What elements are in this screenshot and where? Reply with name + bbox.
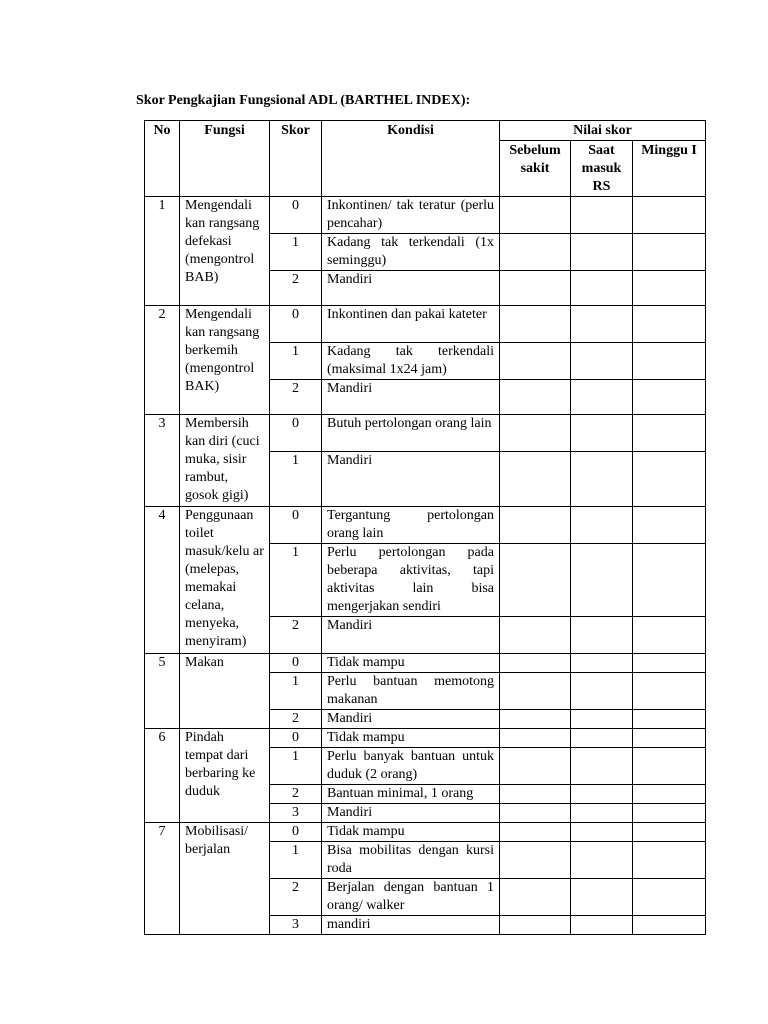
header-skor: Skor xyxy=(270,121,322,197)
skor-cell: 2 xyxy=(270,710,322,729)
sebelum-sakit-score-cell[interactable] xyxy=(500,507,571,544)
sebelum-sakit-score-cell[interactable] xyxy=(500,654,571,673)
kondisi-cell: Mandiri xyxy=(322,710,500,729)
saat-masuk-rs-score-cell[interactable] xyxy=(571,654,633,673)
page-title: Skor Pengkajian Fungsional ADL (BARTHEL INDEX): xyxy=(136,93,471,108)
minggu-i-score-cell[interactable] xyxy=(633,617,706,654)
row-number: 2 xyxy=(145,306,180,415)
sebelum-sakit-score-cell[interactable] xyxy=(500,879,571,916)
minggu-i-score-cell[interactable] xyxy=(633,710,706,729)
sebelum-sakit-score-cell[interactable] xyxy=(500,785,571,804)
skor-cell: 0 xyxy=(270,823,322,842)
kondisi-cell: Mandiri xyxy=(322,452,500,507)
sebelum-sakit-score-cell[interactable] xyxy=(500,380,571,415)
sebelum-sakit-score-cell[interactable] xyxy=(500,673,571,710)
header-nilai-skor: Nilai skor xyxy=(500,121,706,141)
sebelum-sakit-score-cell[interactable] xyxy=(500,617,571,654)
kondisi-cell: Berjalan dengan bantuan 1 orang/ walker xyxy=(322,879,500,916)
header-row xyxy=(145,121,706,141)
kondisi-cell: Bisa mobilitas dengan kursi roda xyxy=(322,842,500,879)
kondisi-cell: Inkontinen/ tak teratur (perlu pencahar) xyxy=(322,197,500,234)
minggu-i-score-cell[interactable] xyxy=(633,785,706,804)
row-number: 4 xyxy=(145,507,180,654)
saat-masuk-rs-score-cell[interactable] xyxy=(571,617,633,654)
row-number: 1 xyxy=(145,197,180,306)
sebelum-sakit-score-cell[interactable] xyxy=(500,729,571,748)
saat-masuk-rs-score-cell[interactable] xyxy=(571,271,633,306)
fungsi-cell: Pindah tempat dari berbaring ke duduk xyxy=(180,729,270,823)
skor-cell: 2 xyxy=(270,380,322,415)
skor-cell: 1 xyxy=(270,673,322,710)
fungsi-cell: Mengendali kan rangsang berkemih (mengontrol BAK) xyxy=(180,306,270,415)
skor-cell: 2 xyxy=(270,879,322,916)
fungsi-cell: Membersih kan diri (cuci muka, sisir rambut, gosok gigi) xyxy=(180,415,270,507)
table-row xyxy=(145,507,706,544)
skor-cell: 0 xyxy=(270,415,322,452)
kondisi-cell: Mandiri xyxy=(322,271,500,306)
row-number: 3 xyxy=(145,415,180,507)
saat-masuk-rs-score-cell[interactable] xyxy=(571,785,633,804)
skor-cell: 2 xyxy=(270,785,322,804)
saat-masuk-rs-score-cell[interactable] xyxy=(571,842,633,879)
minggu-i-score-cell[interactable] xyxy=(633,879,706,916)
saat-masuk-rs-score-cell[interactable] xyxy=(571,804,633,823)
minggu-i-score-cell[interactable] xyxy=(633,842,706,879)
minggu-i-score-cell[interactable] xyxy=(633,234,706,271)
kondisi-cell: Tidak mampu xyxy=(322,823,500,842)
table-row xyxy=(145,729,706,748)
sebelum-sakit-score-cell[interactable] xyxy=(500,842,571,879)
header-kondisi: Kondisi xyxy=(322,121,500,197)
saat-masuk-rs-score-cell[interactable] xyxy=(571,710,633,729)
minggu-i-score-cell[interactable] xyxy=(633,804,706,823)
minggu-i-score-cell[interactable] xyxy=(633,748,706,785)
table-row xyxy=(145,197,706,234)
skor-cell: 1 xyxy=(270,234,322,271)
sebelum-sakit-score-cell[interactable] xyxy=(500,748,571,785)
kondisi-cell: Mandiri xyxy=(322,804,500,823)
skor-cell: 0 xyxy=(270,197,322,234)
saat-masuk-rs-score-cell[interactable] xyxy=(571,823,633,842)
skor-cell: 3 xyxy=(270,804,322,823)
minggu-i-score-cell[interactable] xyxy=(633,380,706,415)
row-number: 5 xyxy=(145,654,180,729)
saat-masuk-rs-score-cell[interactable] xyxy=(571,380,633,415)
sebelum-sakit-score-cell[interactable] xyxy=(500,804,571,823)
saat-masuk-rs-score-cell[interactable] xyxy=(571,234,633,271)
skor-cell: 2 xyxy=(270,271,322,306)
minggu-i-score-cell[interactable] xyxy=(633,343,706,380)
kondisi-cell: Butuh pertolongan orang lain xyxy=(322,415,500,452)
skor-cell: 1 xyxy=(270,748,322,785)
fungsi-cell: Mobilisasi/ berjalan xyxy=(180,823,270,935)
sebelum-sakit-score-cell[interactable] xyxy=(500,234,571,271)
kondisi-cell: Tidak mampu xyxy=(322,654,500,673)
skor-cell: 1 xyxy=(270,452,322,507)
kondisi-cell: Perlu banyak bantuan untuk duduk (2 orang) xyxy=(322,748,500,785)
saat-masuk-rs-score-cell[interactable] xyxy=(571,507,633,544)
kondisi-cell: Bantuan minimal, 1 orang xyxy=(322,785,500,804)
kondisi-cell: Tergantung pertolongan orang lain xyxy=(322,507,500,544)
header-no: No xyxy=(145,121,180,197)
skor-cell: 3 xyxy=(270,916,322,935)
minggu-i-score-cell[interactable] xyxy=(633,729,706,748)
saat-masuk-rs-score-cell[interactable] xyxy=(571,673,633,710)
sebelum-sakit-score-cell[interactable] xyxy=(500,823,571,842)
minggu-i-score-cell[interactable] xyxy=(633,673,706,710)
sebelum-sakit-score-cell[interactable] xyxy=(500,544,571,617)
saat-masuk-rs-score-cell[interactable] xyxy=(571,343,633,380)
kondisi-cell: Kadang tak terkendali (maksimal 1x24 jam) xyxy=(322,343,500,380)
sebelum-sakit-score-cell[interactable] xyxy=(500,916,571,935)
saat-masuk-rs-score-cell[interactable] xyxy=(571,544,633,617)
fungsi-cell: Mengendali kan rangsang defekasi (mengontrol BAB) xyxy=(180,197,270,306)
minggu-i-score-cell[interactable] xyxy=(633,507,706,544)
fungsi-cell: Penggunaan toilet masuk/kelu ar (melepas, memakai celana, menyeka, menyiram) xyxy=(180,507,270,654)
barthel-index-table xyxy=(144,120,706,935)
sebelum-sakit-score-cell[interactable] xyxy=(500,452,571,507)
sebelum-sakit-score-cell[interactable] xyxy=(500,306,571,343)
minggu-i-score-cell[interactable] xyxy=(633,271,706,306)
kondisi-cell: Mandiri xyxy=(322,617,500,654)
skor-cell: 0 xyxy=(270,729,322,748)
sebelum-sakit-score-cell[interactable] xyxy=(500,415,571,452)
skor-cell: 1 xyxy=(270,842,322,879)
row-number: 6 xyxy=(145,729,180,823)
skor-cell: 0 xyxy=(270,654,322,673)
minggu-i-score-cell[interactable] xyxy=(633,544,706,617)
sebelum-sakit-score-cell[interactable] xyxy=(500,710,571,729)
saat-masuk-rs-score-cell[interactable] xyxy=(571,748,633,785)
header-fungsi: Fungsi xyxy=(180,121,270,197)
table-row xyxy=(145,306,706,343)
skor-cell: 0 xyxy=(270,306,322,343)
kondisi-cell: Kadang tak terkendali (1x seminggu) xyxy=(322,234,500,271)
minggu-i-score-cell[interactable] xyxy=(633,823,706,842)
table-row xyxy=(145,823,706,842)
saat-masuk-rs-score-cell[interactable] xyxy=(571,415,633,452)
skor-cell: 1 xyxy=(270,343,322,380)
kondisi-cell: Perlu bantuan memotong makanan xyxy=(322,673,500,710)
skor-cell: 0 xyxy=(270,507,322,544)
header-saat-masuk-rs: Saat masuk RS xyxy=(571,141,633,197)
kondisi-cell: Inkontinen dan pakai kateter xyxy=(322,306,500,343)
saat-masuk-rs-score-cell[interactable] xyxy=(571,916,633,935)
kondisi-cell: mandiri xyxy=(322,916,500,935)
minggu-i-score-cell[interactable] xyxy=(633,415,706,452)
header-minggu-i: Minggu I xyxy=(633,141,706,197)
saat-masuk-rs-score-cell[interactable] xyxy=(571,879,633,916)
saat-masuk-rs-score-cell[interactable] xyxy=(571,197,633,234)
saat-masuk-rs-score-cell[interactable] xyxy=(571,306,633,343)
table-row xyxy=(145,415,706,452)
kondisi-cell: Mandiri xyxy=(322,380,500,415)
skor-cell: 1 xyxy=(270,544,322,617)
minggu-i-score-cell[interactable] xyxy=(633,916,706,935)
table-body xyxy=(145,197,706,935)
minggu-i-score-cell[interactable] xyxy=(633,452,706,507)
skor-cell: 2 xyxy=(270,617,322,654)
minggu-i-score-cell[interactable] xyxy=(633,306,706,343)
kondisi-cell: Perlu pertolongan pada beberapa aktivitas, tapi aktivitas lain bisa mengerjakan sendiri xyxy=(322,544,500,617)
minggu-i-score-cell[interactable] xyxy=(633,197,706,234)
table-row xyxy=(145,654,706,673)
sebelum-sakit-score-cell[interactable] xyxy=(500,343,571,380)
minggu-i-score-cell[interactable] xyxy=(633,654,706,673)
header-sebelum-sakit: Sebelum sakit xyxy=(500,141,571,197)
sebelum-sakit-score-cell[interactable] xyxy=(500,197,571,234)
kondisi-cell: Tidak mampu xyxy=(322,729,500,748)
saat-masuk-rs-score-cell[interactable] xyxy=(571,729,633,748)
sebelum-sakit-score-cell[interactable] xyxy=(500,271,571,306)
row-number: 7 xyxy=(145,823,180,935)
saat-masuk-rs-score-cell[interactable] xyxy=(571,452,633,507)
fungsi-cell: Makan xyxy=(180,654,270,729)
